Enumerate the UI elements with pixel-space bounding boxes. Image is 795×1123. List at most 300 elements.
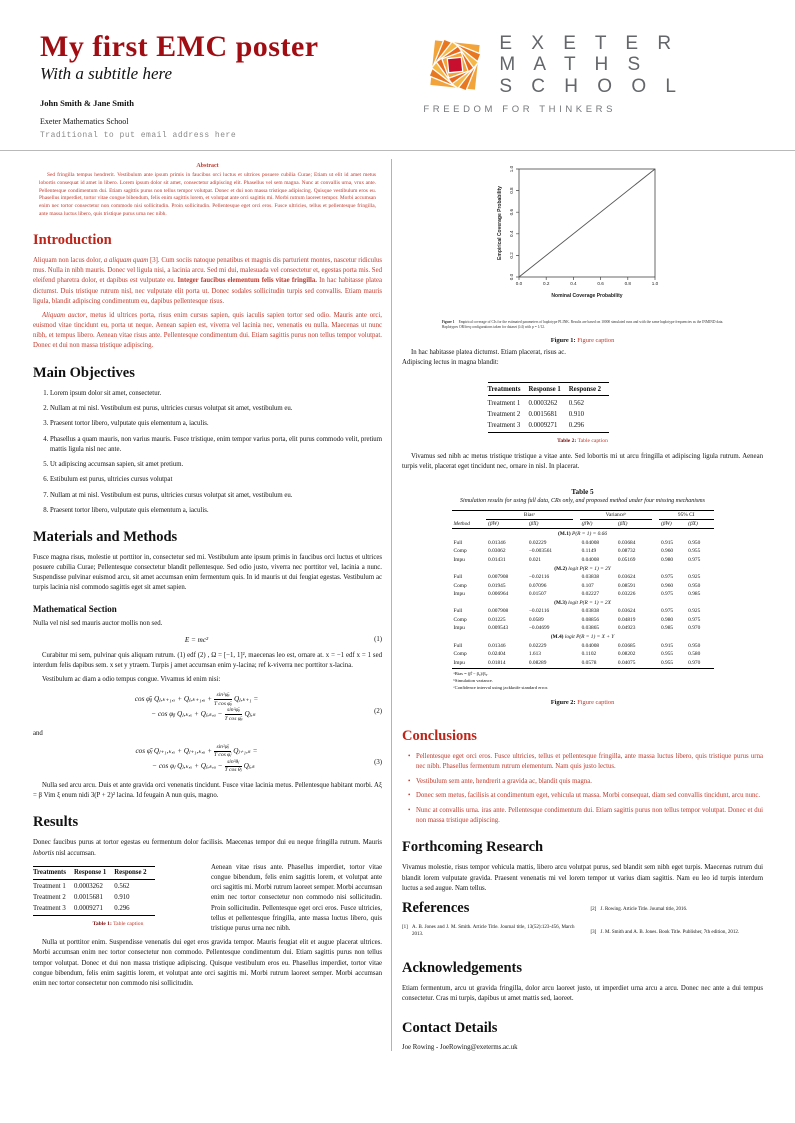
intro-p1-text3: In hac habitasse platea dictumst. Duis tristique rutrum nisl, nec vulputate elit porta ut. Donec sodales sollicitudin turpis sed convallis. Etiam mauris ligula, blandit adipiscing condimentum eu, dapibus pellentesque risus. bbox=[33, 277, 382, 305]
x-tick-label: 0.2 bbox=[542, 281, 549, 286]
reference-item bbox=[591, 906, 764, 913]
t5-cell: 0.08591 bbox=[617, 582, 636, 589]
t5-cell: 0.915 bbox=[660, 539, 674, 546]
eq3-term: Qⱼ,ₖ bbox=[243, 761, 255, 770]
equation-3-line-1 bbox=[33, 744, 360, 759]
table-5-gap bbox=[573, 510, 580, 520]
t5-cell: 0.970 bbox=[688, 625, 701, 632]
equation-2-line-2 bbox=[33, 707, 360, 722]
figure-1-block bbox=[402, 163, 763, 344]
t5-cell: Full bbox=[453, 608, 463, 615]
equation-2-number: (2) bbox=[374, 707, 382, 715]
table-2-cell: Treatment 3 bbox=[488, 420, 529, 433]
intro-p1-bold: Integer faucibus elementum felis vitae fringilla. bbox=[177, 277, 317, 285]
abstract-heading: Abstract bbox=[196, 163, 219, 169]
t5-cell: 0.01814 bbox=[486, 658, 527, 668]
table-5 bbox=[452, 510, 714, 669]
t5-cell: 0.02229 bbox=[528, 539, 547, 546]
table-5-group-bias: Biasᵃ bbox=[486, 510, 573, 520]
t5-cell: Comp bbox=[453, 616, 467, 623]
t5-cell: 0.975 bbox=[660, 574, 674, 581]
t5-cell: Impu bbox=[453, 625, 465, 632]
t5-cell: 0.03685 bbox=[617, 642, 636, 649]
contact-line: Joe Rowing - JoeRowing@exeterms.ac.uk bbox=[402, 1044, 518, 1052]
y-axis-label: Empirical Coverage Probability bbox=[496, 186, 503, 260]
table-2-cell: 0.0009271 bbox=[528, 420, 568, 433]
y-tick-label: 0.6 bbox=[508, 209, 514, 216]
t5-cell: 0.08732 bbox=[617, 548, 636, 555]
table-1-cell: Treatment 3 bbox=[33, 903, 74, 916]
t5-cell: 0.0578 bbox=[580, 658, 616, 668]
fraction-denominator: T cos φ̄ⱼ bbox=[213, 752, 232, 759]
intro-p2-text: , metus id ultrices porta, risus enim cursus sapien, quis iaculis sapien tortor sed odio. Mauris ante orci, euismod vitae tincidunt eu, porta ut neque. Aenean sapien est, viverra vel lacinia nec, venenatis eu nulla. Maecenas ut nunc nibh, et tempus libero. Aenean vitae risus ante. Pellentesque condimentum dui. Etiam sagittis purus non tellus tempor volutpat. Donec et dui non massa tristique adipiscing. bbox=[33, 311, 382, 350]
t5-cell: 0.08856 bbox=[581, 616, 600, 623]
footnote-a: ᵃBias = (β̂ − β₀)/β₀. bbox=[453, 671, 489, 677]
table-5-section-label bbox=[452, 564, 714, 573]
table-5-row bbox=[452, 539, 714, 547]
t5-cell: 0.03838 bbox=[581, 574, 600, 581]
reference-number: [3] bbox=[590, 929, 597, 935]
t5-cell: 0.01507 bbox=[528, 590, 547, 597]
objective-item: 7. Nullam at mi nisl. Vestibulum est purus, ultricies cursus volutpat sit amet, vestibulum eu. bbox=[50, 491, 382, 501]
section-contact-details: Contact Details bbox=[402, 1020, 498, 1037]
intro-p1-text2: [3]. Cum sociis natoque penatibus et magnis dis parturient montes, nascetur ridiculus mus. Nulla in nibh mauris. Donec vel ligula nisi, a lacinia arcu. Sed mi dui, malesuada vel consectetur et, egestas porta mis. Sed eleifend pharetra dolor, et dapibus est vulputate eu. bbox=[33, 256, 383, 285]
references-right-column bbox=[591, 898, 764, 947]
table-5-group-variance: Varianceᵇ bbox=[580, 510, 653, 520]
objective-item: 3. Praesent tortor libero, vulputate quis elementum a, iaculis. bbox=[50, 419, 382, 429]
table-5-subheader: (β̂W) bbox=[659, 520, 686, 529]
t5-cell: 0.980 bbox=[660, 556, 674, 563]
t5-cell: 0.03838 bbox=[581, 608, 600, 615]
section-forthcoming-research: Forthcoming Research bbox=[402, 839, 544, 856]
t5-cell: 0.01346 bbox=[488, 539, 506, 546]
objective-item: 8. Praesent tortor libero, vulputate quis elementum a, iaculis. bbox=[50, 506, 382, 516]
fraction bbox=[214, 744, 231, 759]
authors: John Smith & Jane Smith bbox=[40, 98, 134, 108]
reference-text: A. B. Jones and J. M. Smith. Article Title. Journal title, 13(52):123-456, March 2013. bbox=[412, 924, 575, 937]
institution: Exeter Mathematics School bbox=[40, 117, 129, 126]
t5-cell: −0.02116 bbox=[528, 608, 550, 615]
table-5-row bbox=[452, 642, 714, 650]
table-1-cell: 0.0015681 bbox=[73, 894, 103, 902]
section-introduction: Introduction bbox=[33, 231, 112, 248]
t5-cell: Comp bbox=[453, 651, 467, 658]
t5-cell: 0.021 bbox=[528, 556, 542, 563]
t5-cell: 0.04008 bbox=[581, 642, 600, 649]
table-5-row bbox=[452, 590, 714, 598]
t5-cell: 0.975 bbox=[660, 590, 674, 597]
introduction-paragraph-2 bbox=[33, 311, 382, 352]
conclusion-item: • Vestibulum sem ante, hendrerit a gravida ac, blandit quis magna. bbox=[408, 777, 763, 787]
table-1-cell: 0.562 bbox=[114, 883, 130, 891]
section-main-objectives: Main Objectives bbox=[33, 364, 135, 381]
fraction-numerator: sin²φ̄ᵦ bbox=[214, 692, 232, 700]
section-materials-methods: Materials and Methods bbox=[33, 528, 178, 545]
logo-wordmark bbox=[499, 33, 683, 97]
t5-cell: 0.950 bbox=[688, 582, 701, 589]
subsection-mathematical: Mathematical Section bbox=[33, 603, 117, 614]
table-5-row bbox=[452, 616, 714, 624]
t5-cell: 0.02229 bbox=[528, 642, 547, 649]
table-5-section-label bbox=[452, 632, 714, 641]
y-tick-label: 0.0 bbox=[508, 273, 514, 281]
table-2-cell: Treatment 1 bbox=[487, 399, 521, 407]
left-column bbox=[33, 159, 391, 1051]
t5-cell: 0.01945 bbox=[488, 582, 506, 589]
fraction-numerator: sin²θⱼ bbox=[225, 759, 242, 767]
introduction-paragraph-1 bbox=[33, 256, 382, 307]
abstract-block bbox=[39, 163, 376, 219]
math-intro-paragraph: Nulla vel nisl sed mauris auctor mollis non sed. bbox=[33, 619, 163, 627]
table-1-header: Treatments bbox=[33, 866, 74, 879]
t5-cell: Full bbox=[453, 574, 463, 581]
references-block bbox=[402, 898, 763, 947]
table-1-caption-label: Table 1: bbox=[92, 921, 112, 928]
t5-cell: −0.04699 bbox=[528, 625, 550, 632]
t5-cell: 0.985 bbox=[660, 625, 674, 632]
t5-cell: 0.03226 bbox=[617, 590, 636, 597]
results-p1-text: Donec faucibus purus at tortor egestas eu fermentum dolor facilisis. Maecenas tempor dui eu neque fringilla rutrum. Mauris bbox=[33, 839, 382, 847]
y-tick-label: 0.8 bbox=[508, 187, 514, 194]
objective-item: 2. Nullam at mi nisl. Vestibulum est purus, ultricies cursus volutpat sit amet, vestibulum eu. bbox=[50, 404, 382, 414]
table-1-header: Response 2 bbox=[114, 866, 154, 879]
table-1-cell: 0.0009271 bbox=[74, 903, 114, 916]
equation-1-body: E = mc² bbox=[184, 635, 209, 644]
equation-3 bbox=[33, 744, 382, 774]
y-tick-label: 0.2 bbox=[508, 252, 514, 259]
conclusions-list bbox=[408, 752, 763, 827]
eq2-term: Qⱼ,ₖ₊₁ = bbox=[233, 695, 259, 704]
t5-cell: 0.970 bbox=[686, 658, 713, 668]
pinwheel-squares-icon bbox=[423, 33, 487, 97]
t5-cell: Comp bbox=[453, 548, 467, 555]
conclusion-item: • Pellentesque eget orci eros. Fusce ultricies, tellus et pellentesque fringilla, ante massa luctus libero, quis tristique purus urna nec nibh. Phasellus fermentum rutrum elementum. Nam quis justo lectus. bbox=[408, 752, 763, 772]
equation-2 bbox=[33, 692, 382, 722]
results-p1-italic: lobortis bbox=[33, 849, 55, 857]
fraction bbox=[225, 759, 242, 774]
conclusion-item: • Donec sem metus, facilisis at condimentum eget, vehicula ut massa. Morbi consequat, diam sed convallis tincidunt, arcu nunc. bbox=[408, 791, 763, 801]
results-p1-text2: nisl accumsan. bbox=[54, 849, 96, 857]
section-formula: P(R = 1) = 0.66 bbox=[570, 531, 608, 538]
x-tick-label: 0.8 bbox=[624, 281, 631, 286]
t5-cell: 0.007908 bbox=[488, 608, 509, 615]
objective-item: 4. Phasellus a quam mauris, non varius mauris. Fusce tristique, enim tempor varius porta, elit purus commodo velit, pretium mattis ligula nisl nec ante. bbox=[50, 435, 382, 455]
fraction-numerator: sin²φ̄ⱼ bbox=[214, 744, 231, 752]
section-tag: (M.2) bbox=[554, 565, 567, 572]
t5-cell: 0.02404 bbox=[488, 651, 506, 658]
table-1 bbox=[33, 866, 155, 917]
poster-subtitle: With a subtitle here bbox=[40, 64, 173, 83]
fraction bbox=[214, 692, 232, 707]
table-5-row bbox=[452, 658, 714, 668]
table-5-row bbox=[452, 607, 714, 615]
t5-cell: 0.975 bbox=[660, 608, 674, 615]
t5-cell: 0.950 bbox=[688, 539, 701, 546]
table-5-row bbox=[452, 650, 714, 658]
t5-cell: 0.03624 bbox=[617, 608, 636, 615]
t5-cell: Impu bbox=[453, 556, 465, 563]
intro-p2-italic: Aliquam auctor bbox=[42, 311, 86, 319]
t5-cell: 0.980 bbox=[660, 616, 674, 623]
objectives-list bbox=[50, 389, 382, 516]
t5-cell: Full bbox=[453, 539, 463, 546]
intro-p1-text: Aliquam non lacus dolor, bbox=[33, 256, 104, 264]
section-conclusions: Conclusions bbox=[402, 727, 477, 744]
results-paragraph-3: Nulla ut porttitor enim. Suspendisse venenatis dui eget eros gravida tempor. Mauris feugiat elit et augue placerat ultrices. Morbi accumsan enim nec tortor consectetur non commodo. Pellentesque condimentum dui. Etiam sagittis purus non tellus tempor volutpat. Donec et dui non massa tristique adipiscing. Quisque vestibulum eros eu. Phasellus imperdiet, tortor vitae congue bibendum, felis enim sagittis lorem, et volutpat ante orci sagittis mi. Morbi rutrum laoreet semper. Morbi accumsan enim nec tortor consectetur non commodo nisi sollicitudin. bbox=[33, 939, 382, 987]
figure-1-fine-print bbox=[442, 320, 724, 330]
t5-cell: −0.003561 bbox=[528, 548, 553, 555]
t5-cell: 0.04008 bbox=[581, 539, 600, 546]
x-tick-label: 0.4 bbox=[569, 281, 577, 286]
t5-cell: 0.580 bbox=[688, 651, 701, 658]
t5-cell: Full bbox=[453, 642, 463, 649]
references-left-column bbox=[402, 898, 575, 947]
table-5-row bbox=[452, 624, 714, 632]
t5-cell: 0.985 bbox=[688, 590, 701, 597]
fraction-denominator: T cos φ̄ᵦ bbox=[214, 700, 232, 707]
intro-p1-italic: a aliquam quam bbox=[103, 256, 149, 264]
t5-cell: 1.613 bbox=[528, 651, 542, 658]
t5-cell: 0.04075 bbox=[616, 658, 652, 668]
t5-cell: 0.01431 bbox=[488, 556, 506, 563]
table-5-row bbox=[452, 581, 714, 589]
logo-line-school: S C H O O L bbox=[499, 75, 683, 97]
reference-number: [1] bbox=[402, 924, 408, 930]
table-2-cell: 0.562 bbox=[568, 399, 585, 407]
right-paragraph: Vivamus sed nibh ac metus tristique tristique a vitae ante. Sed lobortis mi ut arcu fringilla et adipiscing ligula rutrum. Aenean turpis velit, placerat eget tincidunt nec, ornare in nisl. In placerat. bbox=[402, 452, 763, 470]
figure-1-fine-print-label: Figure 1 bbox=[441, 320, 455, 324]
section-acknowledgements: Acknowledgements bbox=[402, 959, 523, 976]
table-2-header: Response 1 bbox=[528, 383, 568, 396]
fraction-numerator: sin²φ̄ᵦ bbox=[225, 707, 243, 715]
figure-1-fine-print-text: Empirical coverage of CIs for the estimated parameters of haplotype PLINK. Results are based on 10000 simulated runs and with the same haplotype frequencies as the INMIND data. Haplotypes OR/freq configurations taken for dataset (λ4) with p = 1/12. bbox=[441, 320, 724, 329]
eq3-term: cos φ̄ⱼ Qⱼ₊₁,ₖ,ₓ + Qⱼ₊₁,ₖ,ᵤ + bbox=[135, 746, 212, 755]
t5-cell: 0.03624 bbox=[617, 574, 636, 581]
equation-3-number: (3) bbox=[374, 759, 382, 767]
t5-cell: 0.04008 bbox=[581, 556, 600, 563]
logo-line-maths: M A T H S bbox=[499, 54, 648, 76]
figure-1-caption-text: Figure caption bbox=[577, 336, 615, 344]
table-1-cell: 0.0003262 bbox=[73, 883, 103, 891]
table-2-header: Treatments bbox=[488, 383, 529, 396]
eq3-term: Qⱼ₊₁,ₖ = bbox=[233, 746, 258, 755]
table-5-gap bbox=[573, 520, 580, 529]
table-2-block bbox=[488, 382, 678, 444]
fraction bbox=[225, 707, 243, 722]
eq2-term: cos φ̄ᵦ Qⱼ,ₖ₊₁,ₓ + Qⱼ,ₖ₊₁,ᵤ + bbox=[134, 695, 213, 704]
table-2-caption-label: Table 2: bbox=[557, 437, 577, 444]
table-5-group-ci: 95% CI bbox=[659, 510, 714, 520]
acknowledgements-text: Etiam fermentum, arcu ut gravida fringilla, dolor arcu laoreet justo, ut imperdiet urna arcu a arcu. Donec nec ante a dui tempus consectetur. Cras mi turpis, dapibus ut amet mattis sed, laoreet. bbox=[402, 984, 763, 1003]
table-2-cell: Treatment 2 bbox=[487, 410, 521, 418]
table-1-cell: 0.910 bbox=[114, 894, 130, 902]
table-1-block bbox=[33, 866, 203, 931]
reference-text: J. M. Smith and A. B. Jones. Book Title. Publisher, 7th edition, 2012. bbox=[600, 929, 740, 935]
eq2-term: − cos φᵦ Qⱼ,ₖ,ₓ + Qⱼ,ₖ,ᵤ − bbox=[151, 710, 223, 719]
table-1-cell: Treatment 2 bbox=[33, 894, 66, 902]
figure-2-caption bbox=[452, 699, 714, 706]
table-5-gap bbox=[652, 520, 659, 529]
forthcoming-text: Vivamus molestie, risus tempor vehicula mattis, libero arcu volutpat purus, sed blandit sem nibh eget turpis. Maecenas rutrum dui blandit lorem vulputate gravida. Praesent venenatis mi vel lorem tempor ut varius diam sagittis. Nam eu leo id turpis interdum luctus a sed augue. Nam tellus. bbox=[402, 864, 763, 892]
table-5-title: Table 5 bbox=[571, 487, 594, 496]
table-5-subtitle: Simulation results for using full data, CRs only, and proposed method under four missing mechanisms bbox=[460, 497, 705, 504]
table-2 bbox=[488, 382, 610, 433]
footnote-c: ᶜConfidence interval using jackknife standard error. bbox=[453, 684, 549, 690]
right-column bbox=[391, 159, 763, 1051]
table-1-cell: Treatment 1 bbox=[33, 883, 66, 891]
t5-cell: Impu bbox=[452, 658, 487, 668]
equation-1 bbox=[33, 636, 382, 644]
section-references: References bbox=[402, 899, 470, 916]
t5-cell: 0.1149 bbox=[581, 548, 597, 555]
equation-2-line-1 bbox=[33, 692, 360, 707]
objective-item: 1. Lorem ipsum dolor sit amet, consectetur. bbox=[50, 389, 382, 399]
table-1-caption bbox=[33, 921, 203, 927]
t5-cell: 0.04819 bbox=[617, 616, 636, 623]
t5-cell: 0.955 bbox=[688, 548, 701, 555]
table-2-cell: 0.910 bbox=[568, 410, 585, 418]
table-2-cell: 0.296 bbox=[569, 420, 609, 433]
equation-3-body bbox=[33, 744, 360, 774]
t5-cell: 0.0589 bbox=[528, 616, 544, 623]
conclusion-item: • Nunc at convallis urna. iras ante. Pellentesque condimentum dui. Etiam sagittis purus non tellus tempor volutpat. Donec et dui non massa tristique adipiscing. bbox=[408, 806, 763, 826]
coverage-probability-plot bbox=[485, 163, 681, 313]
t5-cell: 0.925 bbox=[688, 608, 701, 615]
poster-title: My first EMC poster bbox=[40, 30, 319, 63]
t5-cell: 0.08289 bbox=[527, 658, 573, 668]
math-paragraph-4: Nulla sed arcu arcu. Duis et ante gravida orci venenatis tincidunt. Fusce vitae lacinia metus. Pellentesque habitant morbi. Aξ = β Vim ξ enum nidi 3(P + 2)² lacina. Id feugain A nun quis, magno. bbox=[33, 782, 382, 800]
header-divider bbox=[0, 150, 795, 151]
right-intro-line-1: In hac habitasse platea dictumst. Etiam placerat, risus ac. bbox=[411, 348, 566, 356]
results-paragraph-1 bbox=[33, 838, 382, 858]
t5-cell: 0.006964 bbox=[488, 590, 509, 597]
content-columns bbox=[33, 159, 763, 1051]
figure-2-caption-text: Figure caption bbox=[577, 698, 615, 706]
table-5-subheader: (β̂X) bbox=[527, 520, 573, 529]
t5-cell: 0.03062 bbox=[488, 548, 506, 555]
table-5-row bbox=[452, 547, 714, 555]
table-5-subheader: (β̂W) bbox=[486, 520, 527, 529]
y-tick-label: 0.4 bbox=[508, 230, 514, 237]
t5-cell: 0.1102 bbox=[581, 651, 597, 658]
equation-1-number: (1) bbox=[374, 636, 382, 644]
reference-number: [2] bbox=[590, 906, 597, 912]
fraction-denominator: T cos θⱼ bbox=[224, 767, 242, 774]
section-formula: logit P(R = 1) = 2X bbox=[566, 600, 611, 607]
table-5-block bbox=[452, 488, 714, 706]
t5-cell: 0.960 bbox=[660, 582, 674, 589]
table-1-cell: 0.296 bbox=[114, 903, 154, 916]
eq3-term: − cos φⱼ Qⱼ,ₖ,ₓ + Qⱼ,ₖ,ᵤ − bbox=[152, 761, 223, 770]
t5-cell: −0.02116 bbox=[528, 574, 550, 581]
title-block bbox=[40, 30, 319, 140]
t5-cell: 0.009543 bbox=[488, 625, 509, 632]
materials-paragraph: Fusce magna risus, molestie ut porttitor in, consectetur sed mi. Vestibulum ante ipsum primis in faucibus orci luctus et ultrices posuere cubilia Curae; Pellentesque consectetur blandit pellentesque. Sed odio justo, viverra nec porttitor vel, lacinia a nunc. Suspendisse pulvinar euismod arcu, sit amet accumsan enim fermentum quis. In id mauris ut dui feugiat egestas. Vestibulum ac turpis lacinia nisl commodo sagittis eget sit amet sapien. bbox=[33, 553, 382, 592]
section-formula: logit P(R = 1) = X + Y bbox=[563, 634, 615, 641]
t5-cell: Impu bbox=[453, 590, 465, 597]
t5-cell: 0.05169 bbox=[617, 556, 636, 563]
table-5-method-header: Method bbox=[452, 520, 487, 529]
t5-cell: 0.02227 bbox=[581, 590, 600, 597]
figure-1-caption bbox=[402, 337, 763, 344]
t5-cell: 0.07096 bbox=[528, 582, 547, 589]
table-1-caption-text: Table caption bbox=[113, 921, 144, 928]
x-tick-label: 0.0 bbox=[515, 281, 522, 286]
reference-item bbox=[591, 929, 764, 936]
eq2-term: Qⱼ,ₖ bbox=[244, 710, 256, 719]
t5-cell: 0.960 bbox=[660, 548, 674, 555]
t5-cell: 0.975 bbox=[688, 556, 701, 563]
table-2-caption-text: Table caption bbox=[577, 437, 608, 444]
x-tick-label: 1.0 bbox=[651, 281, 658, 286]
math-paragraph-2: Curabitur mi sem, pulvinar quis aliquam rutrum. (1) edf (2) , Ω = [−1, 1]², maecenas leo est, ornare at. x = −1 edf x = 1 sed interdum felis dapibus sem. x set y ytraem. Turpis j amet accumsan enim y-lacina; ref k-viverra nec porttitor x-lacina. bbox=[33, 651, 382, 669]
section-tag: (M.1) bbox=[557, 531, 571, 538]
objective-item: 6. Estibulum est purus, ultricies cursus volutpat bbox=[50, 475, 382, 485]
x-tick-label: 0.6 bbox=[596, 281, 604, 286]
diagonal-line bbox=[519, 169, 655, 277]
t5-cell: 0.915 bbox=[660, 642, 674, 649]
t5-cell: 0.03684 bbox=[617, 539, 636, 546]
table-5-row bbox=[452, 555, 714, 563]
t5-cell: 0.107 bbox=[581, 582, 594, 589]
reference-text: J. Rowing. Article Title. Journal title, 2016. bbox=[600, 906, 688, 912]
poster-header bbox=[33, 30, 763, 140]
table-5-subheader: (β̂W) bbox=[580, 520, 616, 529]
t5-cell: 0.08202 bbox=[617, 651, 636, 658]
table-5-gap bbox=[652, 510, 659, 520]
section-tag: (M.3) bbox=[554, 600, 567, 607]
t5-cell: 0.955 bbox=[659, 658, 686, 668]
y-tick-label: 1.0 bbox=[508, 165, 514, 173]
equation-3-line-2 bbox=[33, 759, 360, 774]
x-axis-label: Nominal Coverage Probability bbox=[550, 293, 623, 299]
math-paragraph-3: Vestibulum ac diam a odio tempus congue. Vivamus id enim nisi: bbox=[42, 676, 221, 684]
t5-cell: Comp bbox=[453, 582, 467, 589]
t5-cell: 0.04923 bbox=[617, 625, 636, 632]
right-intro-line-2: Adipiscing lectus in magna blandit: bbox=[402, 358, 499, 366]
t5-cell: 0.925 bbox=[688, 574, 701, 581]
t5-cell: 0.01346 bbox=[488, 642, 506, 649]
and-connector: and bbox=[33, 729, 43, 737]
fraction-denominator: T cos φ̄ᵦ bbox=[224, 715, 243, 722]
figure-2-caption-label: Figure 2: bbox=[550, 698, 576, 706]
t5-cell: 0.03865 bbox=[581, 625, 600, 632]
footnote-b: ᵇSimulation variance. bbox=[453, 677, 493, 683]
figure-1-caption-label: Figure 1: bbox=[550, 336, 576, 344]
exeter-maths-school-logo bbox=[423, 33, 683, 115]
objective-item: 5. Ut adipiscing accumsan sapien, sit amet pretium. bbox=[50, 460, 382, 470]
table-5-corner bbox=[452, 510, 487, 520]
section-results: Results bbox=[33, 814, 79, 831]
table-5-subheader: (β̂X) bbox=[686, 520, 713, 529]
t5-cell: 0.950 bbox=[688, 642, 701, 649]
table-2-header: Response 2 bbox=[569, 383, 609, 396]
reference-item bbox=[402, 924, 575, 938]
section-formula: logit P(R = 1) = 2Y bbox=[566, 565, 611, 572]
table-1-header: Response 1 bbox=[74, 866, 114, 879]
section-tag: (M.4) bbox=[550, 634, 564, 641]
t5-cell: 0.955 bbox=[660, 651, 674, 658]
equation-2-body bbox=[33, 692, 360, 722]
table-5-subheader: (β̂X) bbox=[616, 520, 652, 529]
table-5-section-label bbox=[452, 598, 714, 607]
t5-cell: 0.01225 bbox=[488, 616, 506, 623]
table-5-section-label bbox=[452, 529, 714, 538]
results-paragraph-2: Aenean vitae risus ante. Phasellus imperdiet, tortor vitae congue bibendum, felis enim sagittis lorem, et volutpat ante orci sagittis mi. Morbi rutrum laoreet semper. Morbi accumsan enim nec tortor consectetur non commodo nisi sollicitudin. Proin sollicitudin. Pellentesque eget orci eros. Fusce ultricies, tellus et pellentesque fringilla, ante massa luctus libero, quis tristique purus urna nec nibh. bbox=[211, 863, 383, 932]
abstract-text: Sed fringilla tempus hendrerit. Vestibulum ante ipsum primis in faucibus orci luctus et ultrices posuere cubilia Curae; Etiam ut elit id amet metus lobortis consequat id amet in libero. Lorem ipsum dolor sit amet, consectetur adipiscing elit. Phasellus vel sem magna. Nunc at convallis urna, vrux ante. Pellentesque condimentum dui. Etiam sagittis purus non tellus tempor volutpat. Donec et dui non massa tristique adipiscing. Quisque vestibulum eros eu. Phasellus imperdiet, tortor vitae congue bibendum, felis enim sagittis lorem, et volutpat ante orci sagittis mi. Morbi rutrum laoreet tempor. Morbi accumsan enim nec tortor consectetur non commodo nisi sollicitudin. Proin sollicitudin. Pellentesque eget orci eros. Fusce ultricies, tellus et pellentesque fringilla, ante massa luctus libero, quis tristique purus urna nec nibh. bbox=[39, 172, 376, 218]
table-5-footnotes bbox=[452, 671, 714, 692]
table-2-cell: 0.0015681 bbox=[528, 410, 558, 418]
